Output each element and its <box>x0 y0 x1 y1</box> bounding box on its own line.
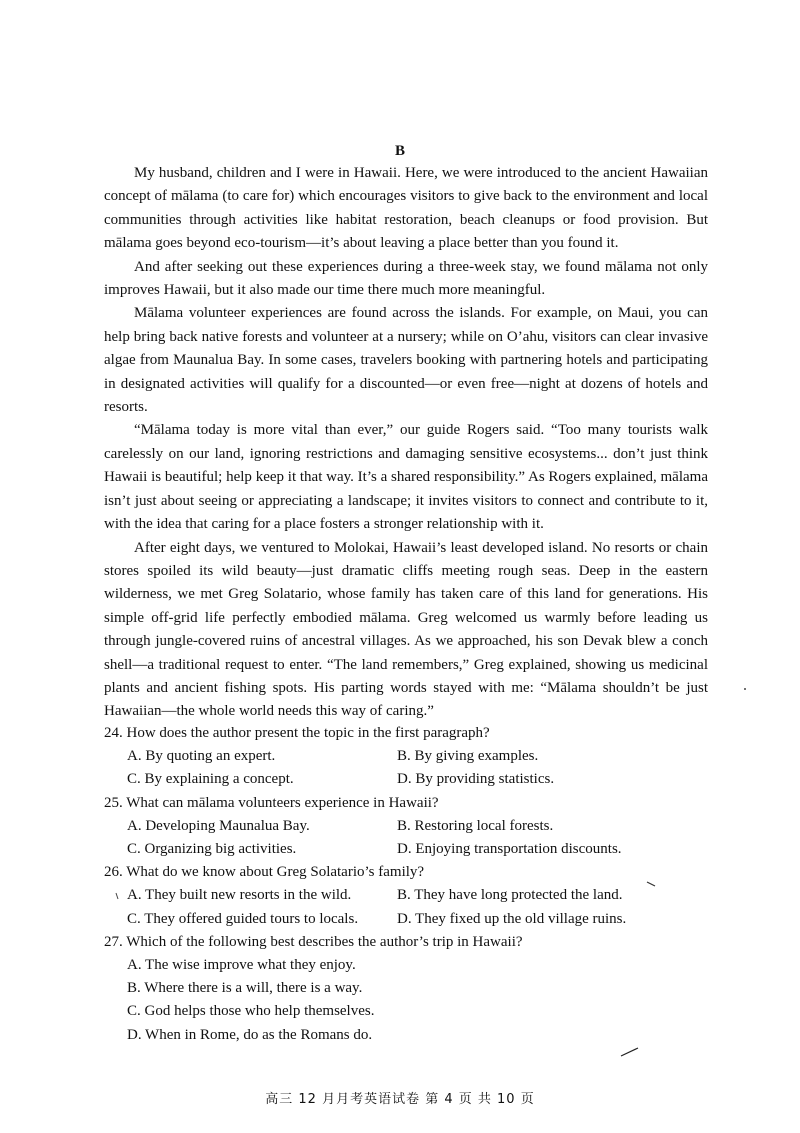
question-27 <box>104 931 708 1047</box>
option-d: D. When in Rome, do as the Romans do. <box>127 1026 373 1043</box>
option-row <box>104 884 708 907</box>
option-row <box>104 815 708 838</box>
option-row <box>104 838 708 861</box>
question-25 <box>104 792 708 862</box>
option-a: A. They built new resorts in the wild. <box>127 887 352 904</box>
option-b: B. Restoring local forests. <box>397 817 554 834</box>
pen-mark <box>620 1046 640 1058</box>
page-footer: 高三 12 月月考英语试卷 第 4 页 共 10 页 <box>265 1092 535 1107</box>
option-b: B. Where there is a will, there is a way. <box>127 980 363 997</box>
option-c: C. God helps those who help themselves. <box>127 1003 375 1020</box>
question-stem: 24. How does the author present the topic in the first paragraph? <box>104 725 490 741</box>
question-24 <box>104 722 708 792</box>
passage-paragraph-2: And after seeking out these experiences during a three-week stay, we found mālama not only improves Hawaii, but it also made our time there much more meaningful. <box>104 258 708 299</box>
option-a: A. By quoting an expert. <box>127 748 276 765</box>
option-row <box>104 768 708 791</box>
reading-passage <box>104 162 708 724</box>
option-c: C. Organizing big activities. <box>127 841 297 858</box>
option-d: D. By providing statistics. <box>397 771 555 788</box>
pen-mark <box>114 891 120 901</box>
question-stem: 25. What can mālama volunteers experience in Hawaii? <box>104 794 439 811</box>
option-b: B. By giving examples. <box>397 748 539 765</box>
option-d: D. Enjoying transportation discounts. <box>397 841 622 858</box>
passage-paragraph-5: After eight days, we ventured to Molokai, Hawaii’s least developed island. No resorts or chain stores spoiled its wild beauty—just dramatic cliffs meeting rough seas. Deep in the eastern wilderness, we met Greg Solatario, whose family has taken care of this land for generations. His simple off-grid life perfectly embodied mālama. Greg welcomed us warmly before leading us through jungle-covered ruins of ancestral villages. As we approached, his son Devak blew a conch shell—a traditional request to enter. “The land remembers,” Greg explained, showing us medicinal plants and ancient fishing spots. His parting words stayed with me: “Mālama shouldn’t be just Hawaiian—the whole world needs this way of caring.” <box>104 539 708 720</box>
passage-paragraph-3: Mālama volunteer experiences are found across the islands. For example, on Maui, you can help bring back native forests and volunteer at a nursery; while on O’ahu, visitors can clear invasive algae from Maunalua Bay. In some cases, travelers booking with partnering hotels and participating in designated activities will qualify for a discounted—or even free—night at dozens of hotels and resorts. <box>104 305 708 416</box>
option-row <box>104 908 708 931</box>
question-26 <box>104 861 708 931</box>
option-a: A. The wise improve what they enjoy. <box>127 957 356 974</box>
option-c: C. By explaining a concept. <box>127 771 294 788</box>
option-b: B. They have long protected the land. <box>397 887 623 904</box>
option-c: C. They offered guided tours to locals. <box>127 910 359 927</box>
passage-paragraph-1: My husband, children and I were in Hawaii. Here, we were introduced to the ancient Hawaiian concept of mālama (to care for) which encourages visitors to give back to the environment and local communities through activities like habitat restoration, beach cleanups or food provision. But mālama goes beyond eco-tourism—it’s about leaving a place better than you found it. <box>104 165 708 252</box>
section-heading: B <box>394 143 405 159</box>
option-row <box>104 745 708 768</box>
question-list <box>104 722 708 1047</box>
question-stem: 26. What do we know about Greg Solatario’s family? <box>104 864 425 881</box>
question-stem: 27. Which of the following best describes the author’s trip in Hawaii? <box>104 933 523 950</box>
option-a: A. Developing Maunalua Bay. <box>127 817 310 834</box>
option-d: D. They fixed up the old village ruins. <box>397 910 627 927</box>
pen-mark <box>646 880 656 888</box>
pen-mark <box>742 686 748 692</box>
passage-paragraph-4: “Mālama today is more vital than ever,” our guide Rogers said. “Too many tourists walk carelessly on our land, ignoring restrictions and damaging sensitive ecosystems... don’t just think Hawaii is beautiful; help keep it that way. It’s a shared responsibility.” As Rogers explained, mālama isn’t just about seeing or appreciating a landscape; it invites visitors to connect and contribute to it, with the idea that caring for a place fosters a stronger relationship with it. <box>104 422 708 533</box>
